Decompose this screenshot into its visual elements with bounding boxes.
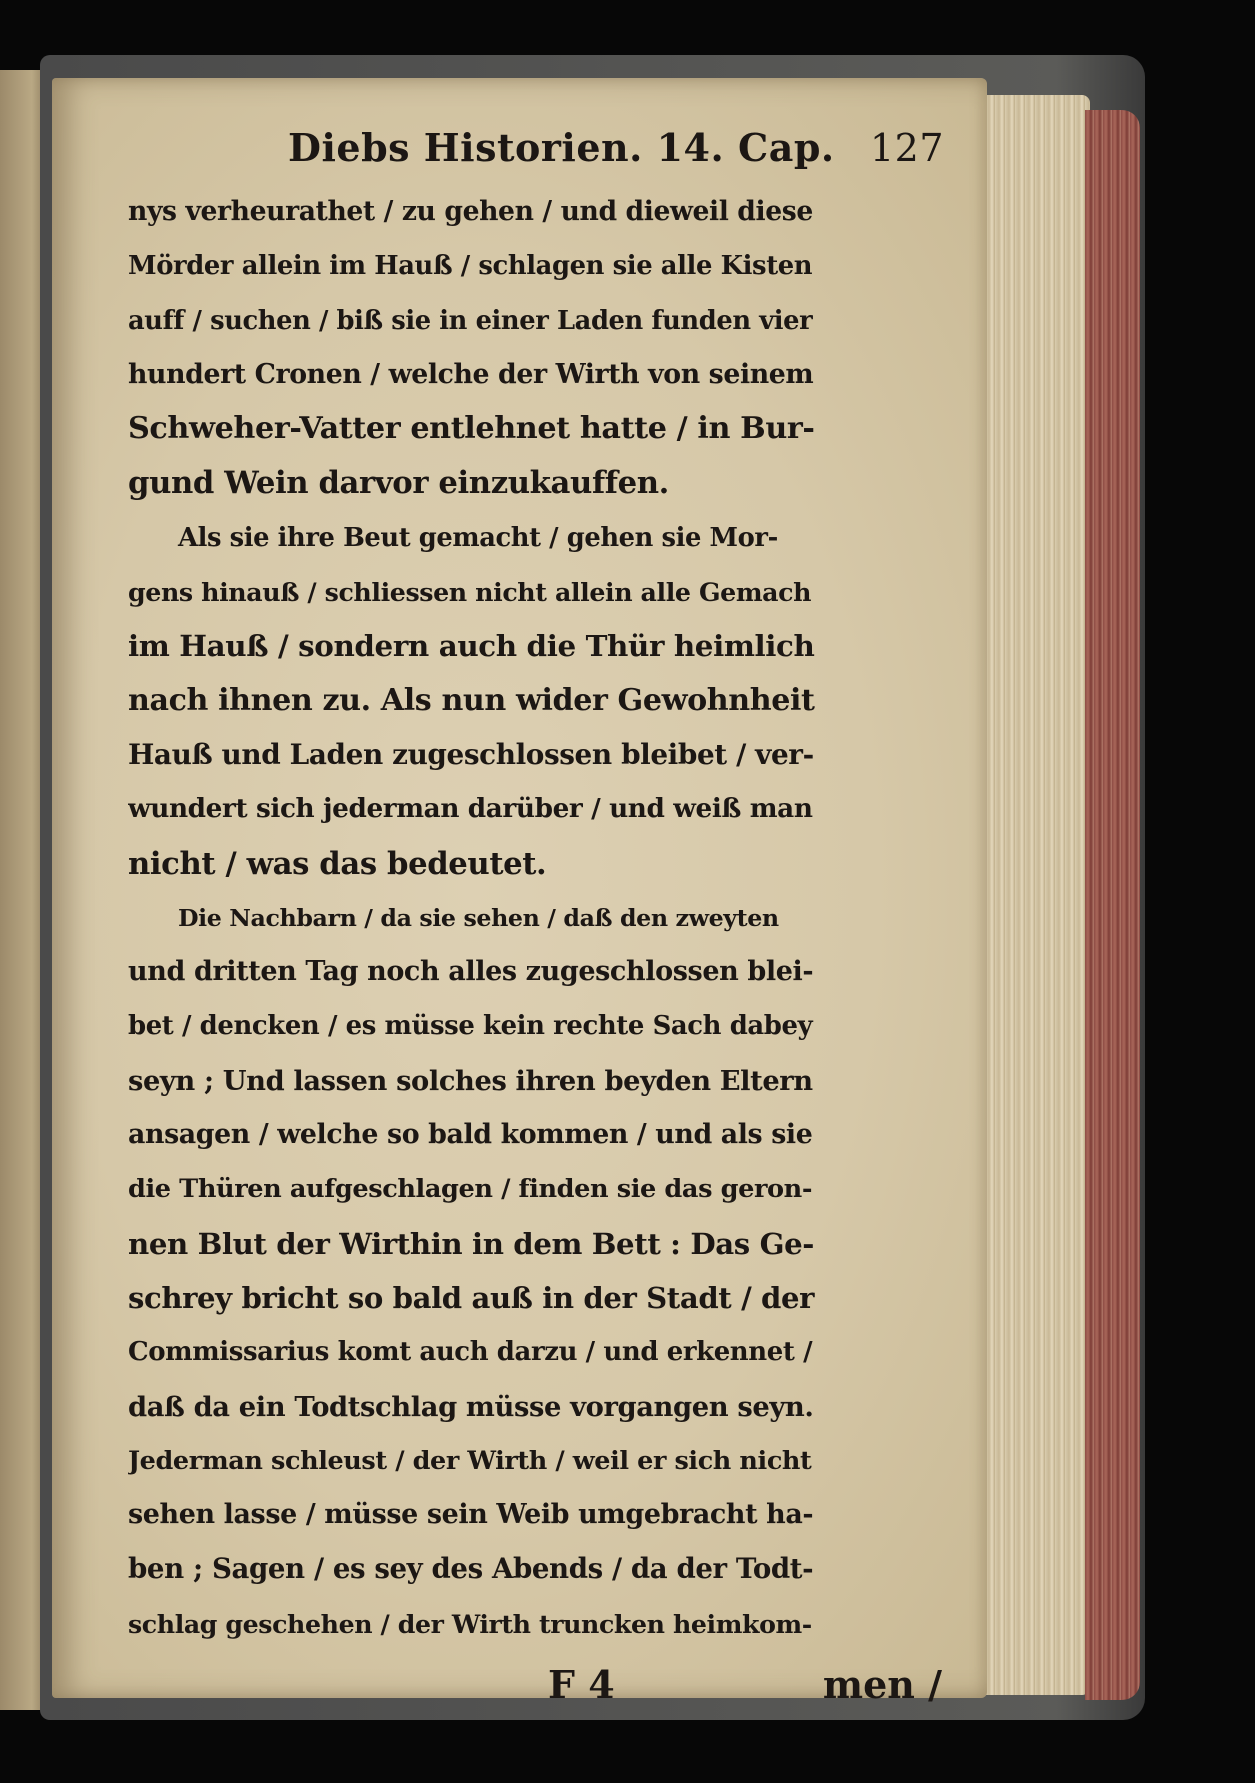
body-text [128, 185, 948, 1651]
text-line: Hauß und Laden zugeschlossen bleibet / ver- [128, 737, 814, 771]
text-line: nicht / was das bedeutet. [128, 845, 547, 882]
text-line: bet / dencken / es müsse kein rechte Sach dabey [128, 1011, 813, 1042]
page-number: 127 [869, 126, 944, 170]
text-line: schrey bricht so bald auß in der Stadt / der [128, 1280, 815, 1315]
text-line: Commissarius komt auch darzu / und erkennet / [128, 1337, 813, 1368]
text-line: daß da ein Todtschlag müsse vorgangen seyn. [128, 1390, 814, 1423]
text-line: Die Nachbarn / da sie sehen / daß den zweyten [178, 903, 779, 932]
running-head [128, 125, 948, 185]
catchword: men / [822, 1662, 942, 1708]
text-line: Als sie ihre Beut gemacht / gehen sie Mor- [178, 522, 778, 553]
text-line: und dritten Tag noch alles zugeschlossen blei- [128, 956, 814, 988]
text-line: Jederman schleust / der Wirth / weil er sich nicht [128, 1445, 812, 1476]
text-line: Mörder allein im Hauß / schlagen sie alle Kisten [128, 251, 813, 282]
page-stack-edge [975, 95, 1090, 1695]
text-line: nys verheurathet / zu gehen / und dieweil diese [128, 196, 813, 227]
text-line: nach ihnen zu. Als nun wider Gewohnheit [128, 682, 815, 718]
text-line: ben ; Sagen / es sey des Abends / da der Todt- [128, 1552, 814, 1586]
text-line: wundert sich jederman darüber / und weiß man [128, 793, 813, 825]
signature-mark: F 4 [548, 1662, 615, 1708]
text-line: sehen lasse / müsse sein Weib umgebracht ha- [128, 1499, 814, 1531]
text-line: gund Wein darvor einzukauffen. [128, 465, 669, 502]
text-line: hundert Cronen / welche der Wirth von seinem [128, 358, 814, 390]
running-title: Diebs Historien. 14. Cap. [288, 125, 835, 170]
text-line: gens hinauß / schliessen nicht allein alle Gemach [128, 577, 812, 608]
text-line: nen Blut der Wirthin in dem Bett : Das Ge- [128, 1226, 815, 1261]
text-line: ansagen / welche so bald kommen / und als sie [128, 1119, 813, 1151]
text-line: auff / suchen / biß sie in einer Laden funden vier [128, 305, 813, 336]
fore-edge [1085, 110, 1140, 1700]
text-line: im Hauß / sondern auch die Thür heimlich [128, 628, 815, 664]
page-footer [128, 1655, 948, 1715]
text-line: die Thüren aufgeschlagen / finden sie das geron- [128, 1174, 813, 1205]
page-text [128, 125, 948, 1715]
text-line: Schweher-Vatter entlehnet hatte / in Bur- [128, 411, 815, 447]
text-line: schlag geschehen / der Wirth truncken heimkom- [128, 1608, 812, 1639]
text-line: seyn ; Und lassen solches ihren beyden Eltern [128, 1064, 813, 1097]
